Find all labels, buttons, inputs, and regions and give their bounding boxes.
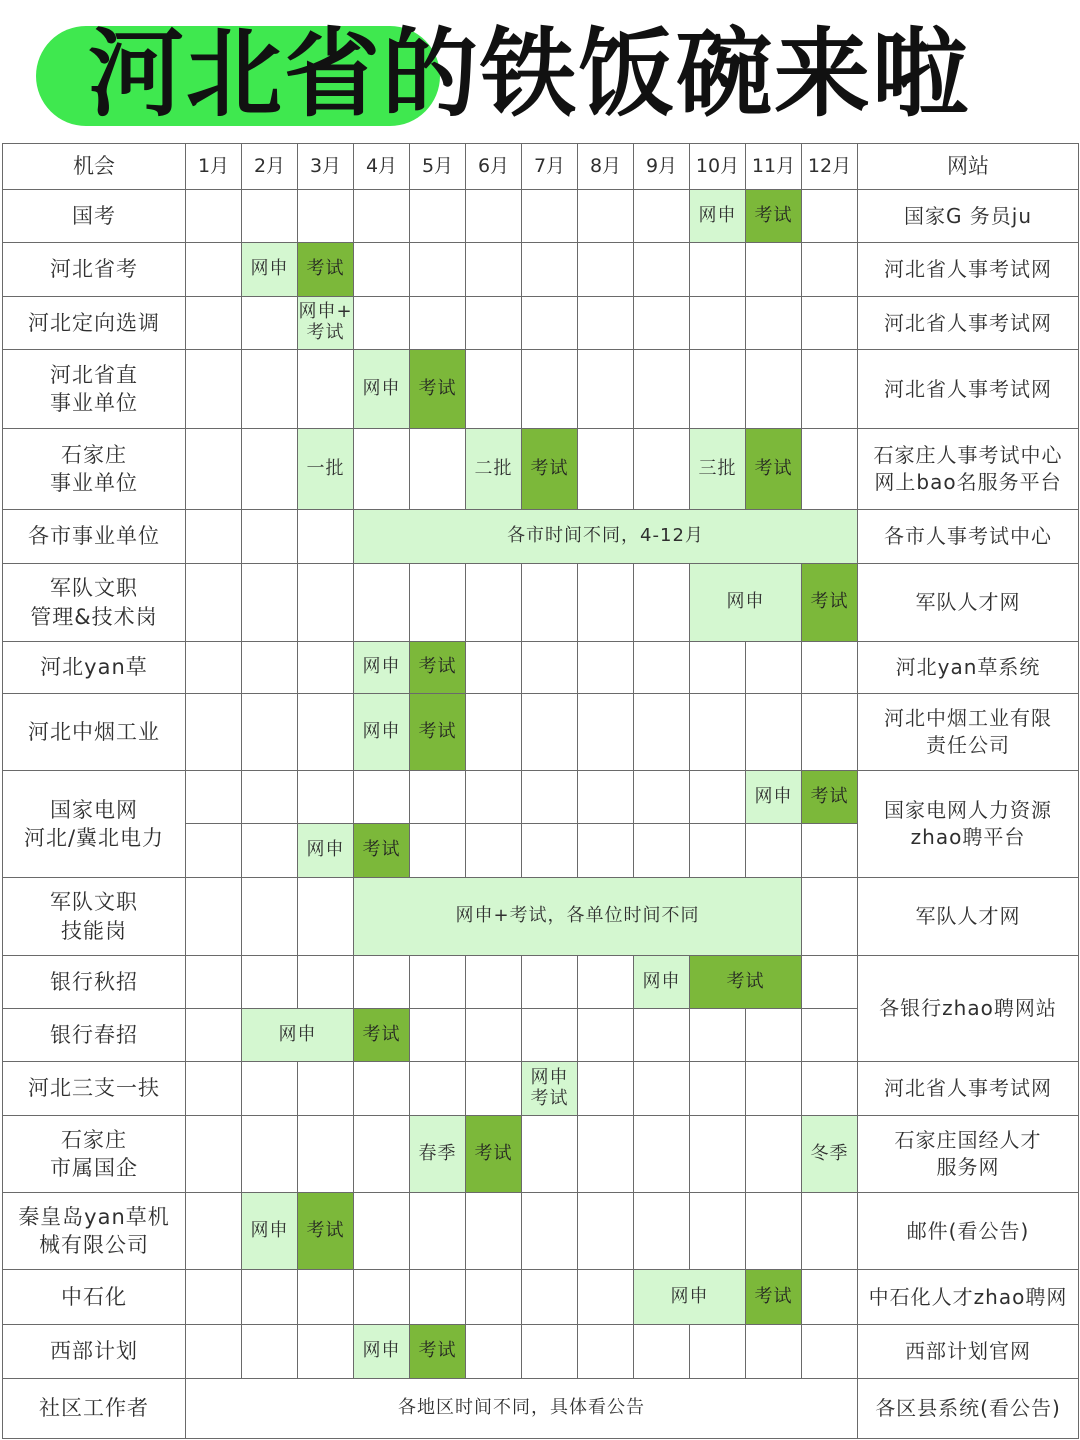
header-month: 5月	[410, 144, 466, 190]
header-month: 9月	[634, 144, 690, 190]
row-website: 国家电网人力资源 zhao聘平台	[858, 771, 1079, 878]
exam-cell: 考试	[298, 243, 354, 297]
header-website: 网站	[858, 144, 1079, 190]
batch-cell: 三批	[690, 429, 746, 510]
exam-cell: 考试	[298, 1193, 354, 1270]
table-row	[3, 1062, 1079, 1116]
row-name: 河北三支一扶	[3, 1062, 186, 1116]
row-name: 国考	[3, 190, 186, 243]
row-website: 军队人才网	[858, 564, 1079, 642]
table-row	[3, 510, 1079, 564]
table-row	[3, 694, 1079, 771]
table-row	[3, 350, 1079, 429]
apply-cell: 网申	[298, 824, 354, 878]
apply-cell: 网申	[354, 1325, 410, 1379]
exam-cell: 考试	[410, 350, 466, 429]
exam-cell: 考试	[690, 956, 802, 1009]
row-name: 银行春招	[3, 1009, 186, 1062]
row-website: 河北省人事考试网	[858, 297, 1079, 350]
exam-cell: 考试	[746, 190, 802, 243]
row-website: 河北省人事考试网	[858, 350, 1079, 429]
exam-cell: 考试	[354, 1009, 410, 1062]
exam-cell: 考试	[410, 642, 466, 694]
row-website: 军队人才网	[858, 878, 1079, 956]
header-month: 6月	[466, 144, 522, 190]
table-row	[3, 956, 1079, 1009]
table-row	[3, 190, 1079, 243]
header-month: 3月	[298, 144, 354, 190]
row-website: 石家庄国经人才 服务网	[858, 1116, 1079, 1193]
apply-cell: 网申	[746, 771, 802, 824]
apply-exam-cell: 网申 考试	[522, 1062, 578, 1116]
row-website: 邮件(看公告)	[858, 1193, 1079, 1270]
row-name: 河北yan草	[3, 642, 186, 694]
row-name: 中石化	[3, 1270, 186, 1325]
header-month: 12月	[802, 144, 858, 190]
header-month: 2月	[242, 144, 298, 190]
header-month: 11月	[746, 144, 802, 190]
row-website: 各市人事考试中心	[858, 510, 1079, 564]
row-website: 各区县系统(看公告)	[858, 1379, 1079, 1439]
table-row	[3, 1193, 1079, 1270]
exam-cell: 考试	[522, 429, 578, 510]
apply-cell: 网申	[242, 243, 298, 297]
row-name: 社区工作者	[3, 1379, 186, 1439]
apply-cell: 网申	[690, 564, 802, 642]
row-name: 各市事业单位	[3, 510, 186, 564]
table-row	[3, 564, 1079, 642]
batch-cell: 一批	[298, 429, 354, 510]
span-note-cell: 各地区时间不同，具体看公告	[186, 1379, 858, 1439]
table-row	[3, 1325, 1079, 1379]
table-row	[3, 642, 1079, 694]
row-name: 河北省直 事业单位	[3, 350, 186, 429]
batch-cell: 二批	[466, 429, 522, 510]
apply-cell: 网申	[242, 1193, 298, 1270]
exam-cell: 考试	[746, 429, 802, 510]
table-row	[3, 1116, 1079, 1193]
row-website: 河北省人事考试网	[858, 243, 1079, 297]
table-row	[3, 1379, 1079, 1439]
exam-cell: 考试	[466, 1116, 522, 1193]
row-name: 河北定向选调	[3, 297, 186, 350]
row-website: 中石化人才zhao聘网	[858, 1270, 1079, 1325]
row-website: 河北中烟工业有限 责任公司	[858, 694, 1079, 771]
row-name: 西部计划	[3, 1325, 186, 1379]
row-name: 银行秋招	[3, 956, 186, 1009]
span-note-cell: 各市时间不同，4-12月	[354, 510, 858, 564]
header-row	[3, 144, 1079, 190]
header-month: 8月	[578, 144, 634, 190]
row-website: 石家庄人事考试中心 网上bao名服务平台	[858, 429, 1079, 510]
title-banner	[0, 0, 1080, 142]
table-row	[3, 1270, 1079, 1325]
row-name: 秦皇岛yan草机 械有限公司	[3, 1193, 186, 1270]
apply-cell: 网申	[354, 642, 410, 694]
apply-cell: 网申	[354, 350, 410, 429]
row-website: 西部计划官网	[858, 1325, 1079, 1379]
schedule-table	[2, 143, 1079, 1439]
table-row	[3, 243, 1079, 297]
table-row	[3, 429, 1079, 510]
season-cell: 冬季	[802, 1116, 858, 1193]
row-name: 石家庄 市属国企	[3, 1116, 186, 1193]
page-title: 河北省的铁饭碗来啦	[88, 18, 970, 130]
apply-exam-cell: 网申+ 考试	[298, 297, 354, 350]
apply-cell: 网申	[354, 694, 410, 771]
exam-cell: 考试	[802, 564, 858, 642]
span-note-cell: 网申+考试，各单位时间不同	[354, 878, 802, 956]
season-cell: 春季	[410, 1116, 466, 1193]
exam-cell: 考试	[354, 824, 410, 878]
row-website: 各银行zhao聘网站	[858, 956, 1079, 1062]
row-name: 石家庄 事业单位	[3, 429, 186, 510]
row-name: 河北省考	[3, 243, 186, 297]
header-month: 7月	[522, 144, 578, 190]
table-row	[3, 771, 1079, 824]
apply-cell: 网申	[690, 190, 746, 243]
row-website: 国家G 务员ju	[858, 190, 1079, 243]
header-month: 4月	[354, 144, 410, 190]
header-opportunity: 机会	[3, 144, 186, 190]
apply-cell: 网申	[634, 956, 690, 1009]
exam-cell: 考试	[746, 1270, 802, 1325]
exam-cell: 考试	[410, 694, 466, 771]
exam-cell: 考试	[410, 1325, 466, 1379]
apply-cell: 网申	[242, 1009, 354, 1062]
apply-cell: 网申	[634, 1270, 746, 1325]
row-website: 河北yan草系统	[858, 642, 1079, 694]
exam-cell: 考试	[802, 771, 858, 824]
row-name: 军队文职 技能岗	[3, 878, 186, 956]
row-name: 河北中烟工业	[3, 694, 186, 771]
header-month: 1月	[186, 144, 242, 190]
table-row	[3, 297, 1079, 350]
row-website: 河北省人事考试网	[858, 1062, 1079, 1116]
row-name: 国家电网 河北/冀北电力	[3, 771, 186, 878]
table-row	[3, 878, 1079, 956]
header-month: 10月	[690, 144, 746, 190]
row-name: 军队文职 管理&技术岗	[3, 564, 186, 642]
